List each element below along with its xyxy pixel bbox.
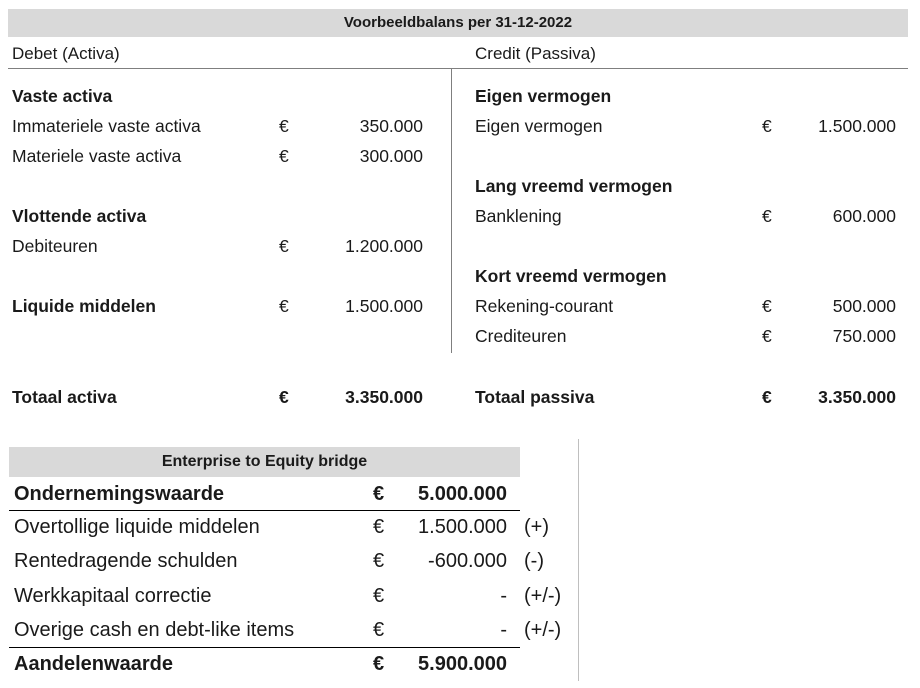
row-label-eigen-vermogen: Eigen vermogen [475,116,603,136]
row-label-debiteuren: Debiteuren [12,236,98,256]
bridge-separator [9,510,520,511]
section-vaste-activa: Vaste activa [12,86,113,106]
amount-banklening: 600.000 [832,206,896,226]
debit-header: Debet (Activa) [12,44,120,63]
section-vlottende-activa: Vlottende activa [12,206,147,226]
header-divider [8,68,908,69]
bridge-label-overige-cash: Overige cash en debt-like items [14,619,295,641]
amount-debiteuren: 1.200.000 [345,236,423,256]
bridge-sign: (+/-) [524,585,562,607]
bridge-label-overtollige-liquide: Overtollige liquide middelen [14,516,260,538]
section-eigen-vermogen: Eigen vermogen [475,86,612,106]
balance-title: Voorbeeldbalans per 31-12-2022 [8,9,908,37]
currency-symbol: € [373,619,385,641]
currency-symbol: € [279,116,289,136]
row-label-totaal-passiva: Totaal passiva [475,387,595,407]
bridge-amount-overtollige-liquide: 1.500.000 [418,516,507,538]
amount-rekening-courant: 500.000 [832,296,896,316]
amount-eigen-vermogen: 1.500.000 [818,116,896,136]
bridge-separator [9,647,520,648]
bridge-label-aandelenwaarde: Aandelenwaarde [14,653,173,675]
currency-symbol: € [279,146,289,166]
currency-symbol: € [762,326,772,346]
column-divider [451,69,452,353]
bridge-gridline [578,439,579,681]
amount-materiele: 300.000 [359,146,423,166]
section-lang-vreemd-vermogen: Lang vreemd vermogen [475,176,673,196]
bridge-sign: (-) [524,550,544,572]
currency-symbol: € [762,116,772,136]
bridge-amount-werkkapitaal: - [500,585,507,607]
currency-symbol: € [373,550,385,572]
currency-symbol: € [762,387,772,407]
row-label-materiele: Materiele vaste activa [12,146,182,166]
bridge-amount-ondernemingswaarde: 5.000.000 [418,483,507,505]
amount-liquide-middelen: 1.500.000 [345,296,423,316]
row-label-liquide-middelen: Liquide middelen [12,296,156,316]
amount-crediteuren: 750.000 [832,326,896,346]
currency-symbol: € [279,387,289,407]
currency-symbol: € [373,653,385,675]
bridge-label-werkkapitaal: Werkkapitaal correctie [14,585,212,607]
row-label-totaal-activa: Totaal activa [12,387,117,407]
currency-symbol: € [762,296,772,316]
bridge-sign: (+/-) [524,619,562,641]
currency-symbol: € [373,483,385,505]
row-label-banklening: Banklening [475,206,562,226]
currency-symbol: € [373,585,385,607]
bridge-amount-rentedragende-schulden: -600.000 [428,550,507,572]
credit-header: Credit (Passiva) [475,44,596,63]
row-label-rekening-courant: Rekening-courant [475,296,614,316]
row-label-immateriele: Immateriele vaste activa [12,116,201,136]
bridge-amount-aandelenwaarde: 5.900.000 [418,653,507,675]
amount-immateriele: 350.000 [359,116,423,136]
currency-symbol: € [762,206,772,226]
amount-totaal-passiva: 3.350.000 [818,387,896,407]
bridge-title: Enterprise to Equity bridge [9,447,520,477]
bridge-label-rentedragende-schulden: Rentedragende schulden [14,550,238,572]
bridge-label-ondernemingswaarde: Ondernemingswaarde [14,483,225,505]
currency-symbol: € [373,516,385,538]
bridge-amount-overige-cash: - [500,619,507,641]
bridge-sign: (+) [524,516,549,538]
currency-symbol: € [279,296,289,316]
amount-totaal-activa: 3.350.000 [345,387,423,407]
currency-symbol: € [279,236,289,256]
section-kort-vreemd-vermogen: Kort vreemd vermogen [475,266,667,286]
row-label-crediteuren: Crediteuren [475,326,567,346]
